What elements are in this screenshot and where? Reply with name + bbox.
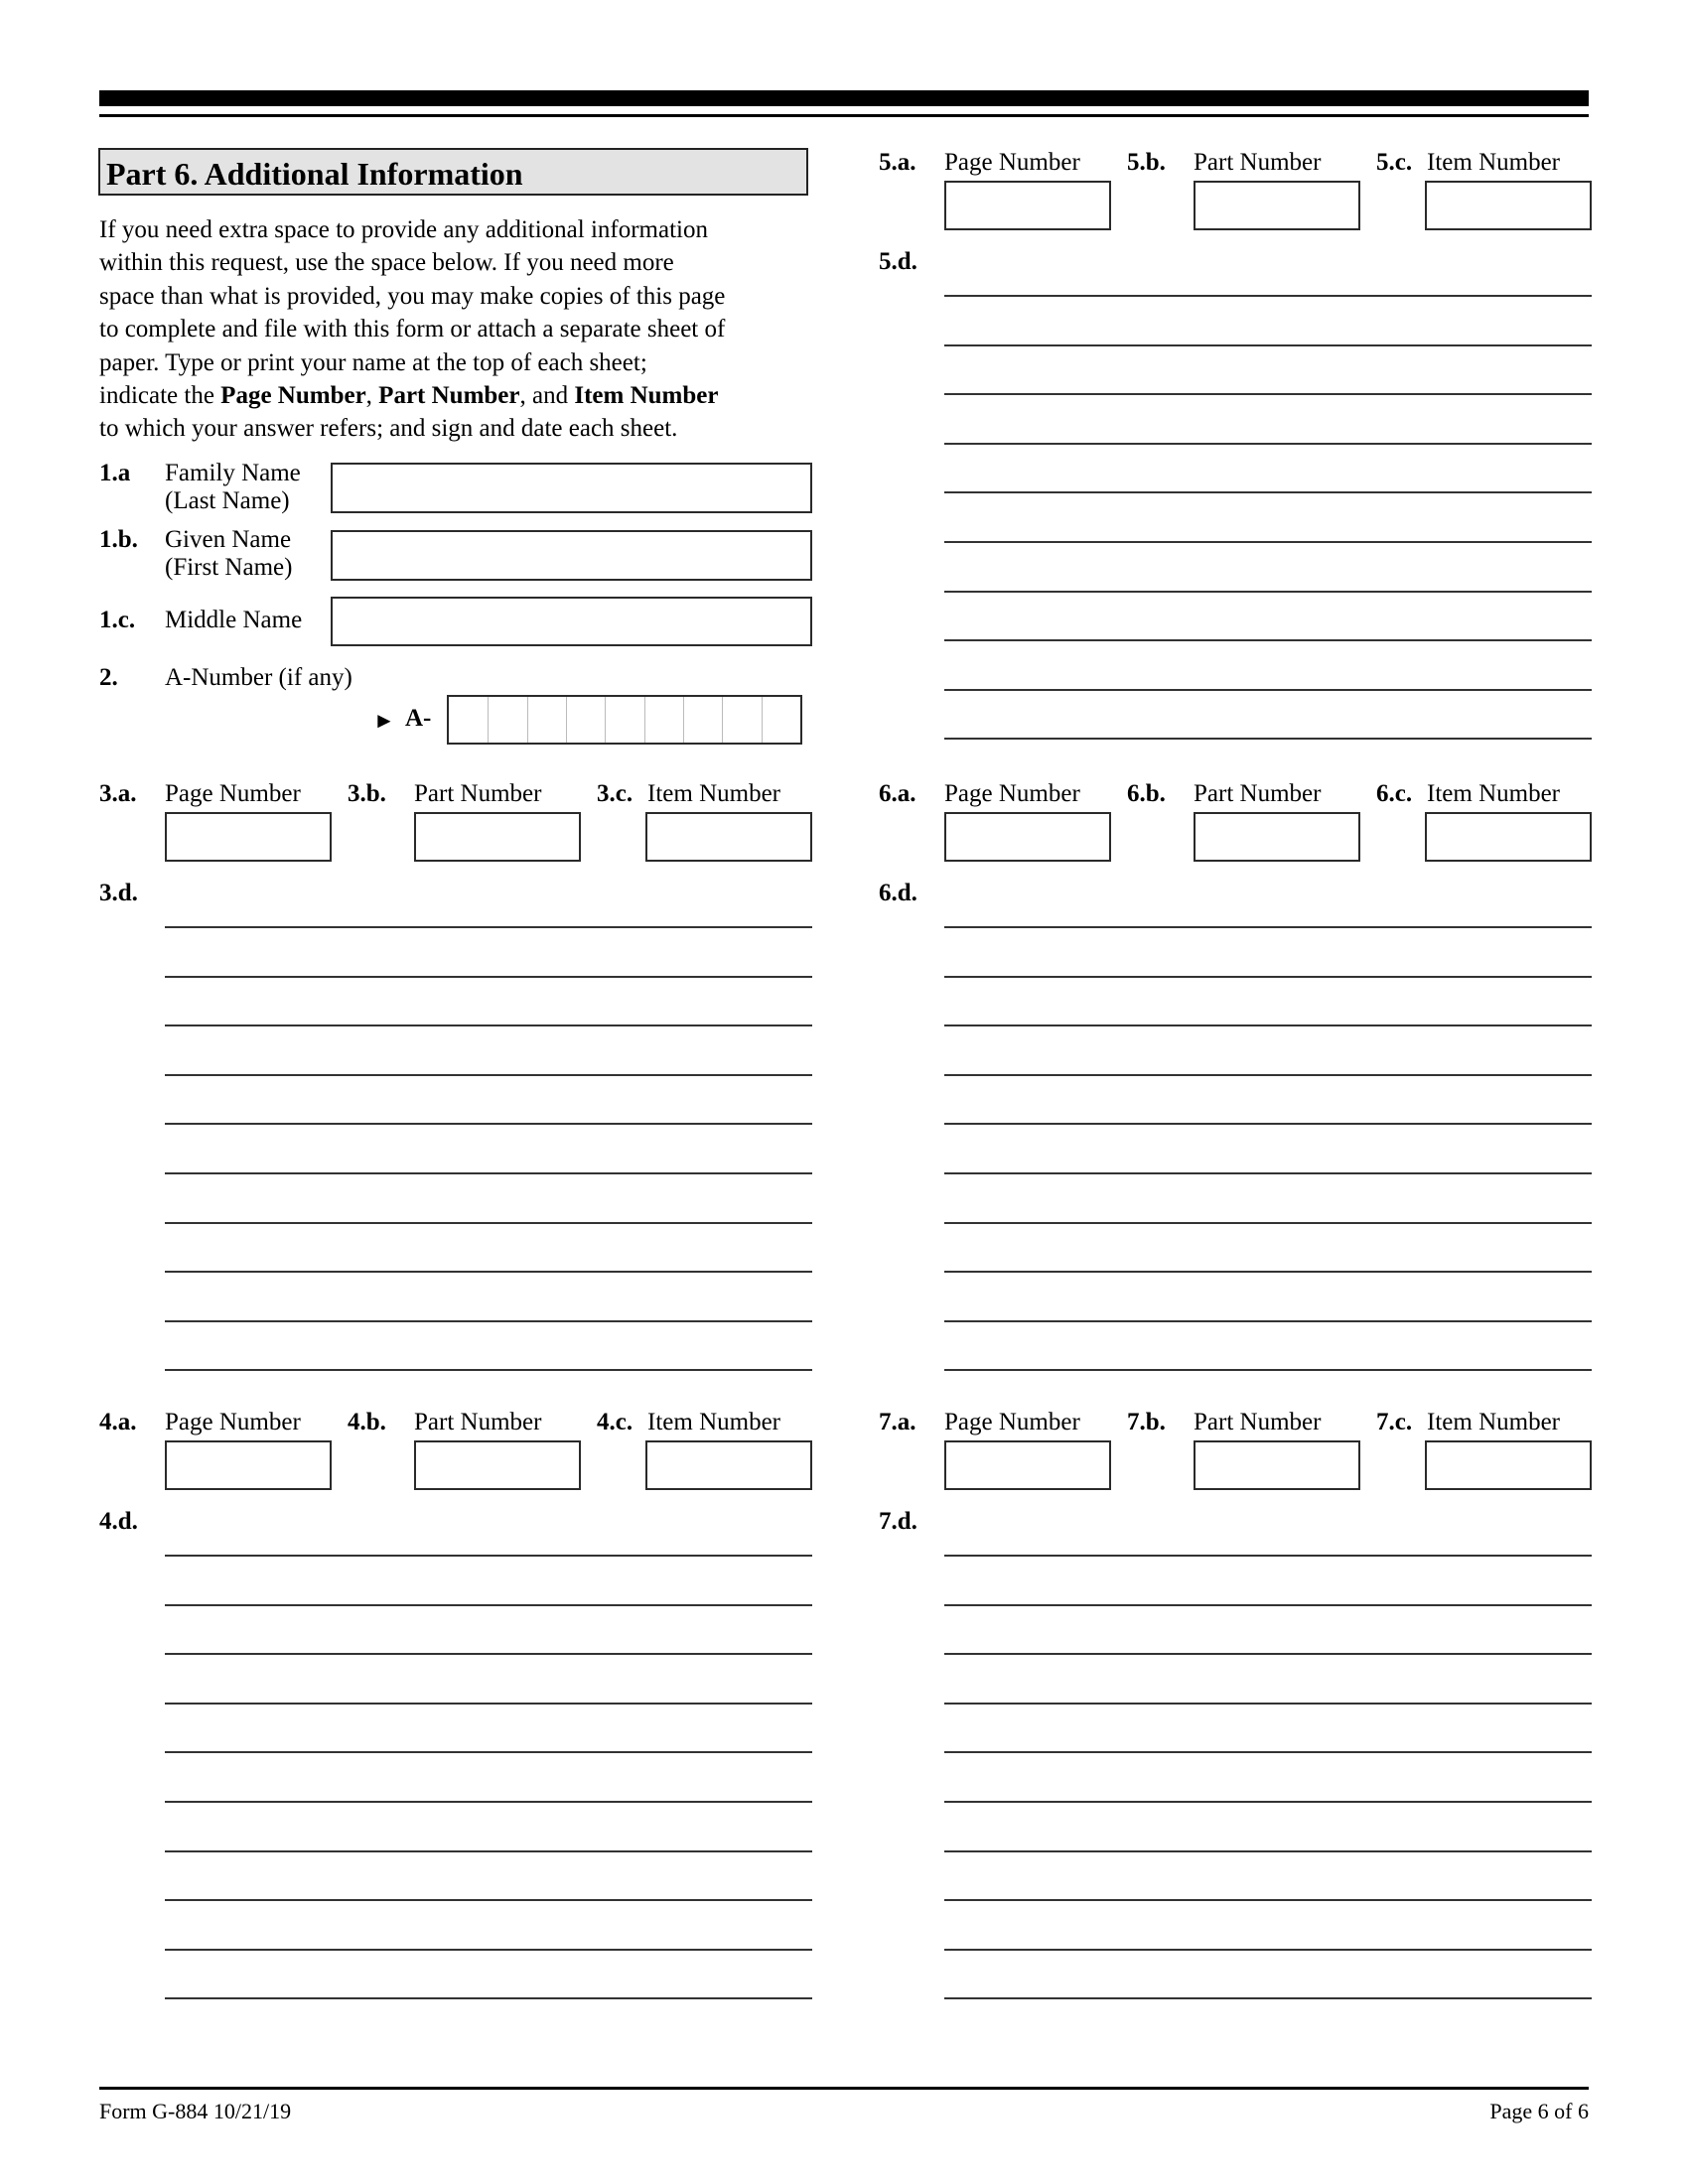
item-number-label: Item Number	[1427, 1409, 1560, 1435]
answer-line-3[interactable]	[165, 1271, 812, 1273]
page-number-label: Page Number	[165, 1409, 301, 1435]
a-number-cell-divider	[722, 697, 723, 743]
answer-line-3[interactable]	[165, 976, 812, 978]
answer-line-5[interactable]	[944, 344, 1592, 346]
given-name-sublabel: (First Name)	[165, 554, 293, 581]
middle-name-input[interactable]	[331, 597, 812, 646]
item-number-input-3[interactable]	[645, 812, 812, 862]
item-number-label: Item Number	[1427, 149, 1560, 176]
text: indicate the	[99, 382, 221, 410]
item-number-6c: 6.c.	[1376, 780, 1413, 807]
part-title: Part 6. Additional Information	[106, 156, 523, 192]
answer-line-3[interactable]	[165, 1123, 812, 1125]
answer-line-5[interactable]	[944, 639, 1592, 641]
family-name-label: Family Name	[165, 460, 301, 486]
answer-line-4[interactable]	[165, 1703, 812, 1705]
answer-line-6[interactable]	[944, 1074, 1592, 1076]
page-number-input-3[interactable]	[165, 812, 332, 862]
page-number-label: Page Number	[944, 1409, 1080, 1435]
a-number-cell-divider	[566, 697, 567, 743]
instructions-line	[99, 379, 814, 412]
answer-line-7[interactable]	[944, 1703, 1592, 1705]
item-number-5c: 5.c.	[1376, 149, 1413, 176]
a-number-cell-divider	[683, 697, 684, 743]
item-number-6a: 6.a.	[879, 780, 916, 807]
part-header	[98, 148, 808, 196]
family-name-sublabel: (Last Name)	[165, 487, 290, 514]
page-number-label: Page Number	[944, 149, 1080, 176]
answer-line-7[interactable]	[944, 1949, 1592, 1951]
item-number-3b: 3.b.	[348, 780, 386, 807]
answer-line-3[interactable]	[165, 1320, 812, 1322]
item-number-4c: 4.c.	[597, 1409, 633, 1435]
answer-line-5[interactable]	[944, 591, 1592, 593]
item-number-4a: 4.a.	[99, 1409, 137, 1435]
answer-line-6[interactable]	[944, 1024, 1592, 1026]
a-number-prefix: A-	[405, 705, 432, 732]
item-number-5b: 5.b.	[1127, 149, 1166, 176]
answer-line-4[interactable]	[165, 1555, 812, 1557]
item-number-input-7[interactable]	[1425, 1440, 1592, 1490]
item-number-3d: 3.d.	[99, 880, 138, 906]
part-number-label: Part Number	[1194, 1409, 1322, 1435]
page-number-label: Page Number	[165, 780, 301, 807]
answer-line-3[interactable]	[165, 1024, 812, 1026]
a-number-label: A-Number (if any)	[165, 664, 352, 691]
bold-part-number: Part Number	[378, 382, 520, 410]
part-number-input-6[interactable]	[1194, 812, 1360, 862]
item-number-input-5[interactable]	[1425, 181, 1592, 230]
part-number-label: Part Number	[1194, 780, 1322, 807]
item-number-label: Item Number	[647, 780, 780, 807]
answer-line-5[interactable]	[944, 491, 1592, 493]
family-name-input[interactable]	[331, 463, 812, 513]
answer-line-4[interactable]	[165, 1801, 812, 1803]
answer-line-3[interactable]	[165, 1172, 812, 1174]
answer-line-4[interactable]	[165, 1850, 812, 1852]
answer-line-4[interactable]	[165, 1899, 812, 1901]
item-number-7d: 7.d.	[879, 1508, 917, 1535]
top-thin-rule	[99, 114, 1589, 117]
answer-line-4[interactable]	[165, 1949, 812, 1951]
answer-line-4[interactable]	[165, 1653, 812, 1655]
answer-line-4[interactable]	[165, 1604, 812, 1606]
item-number-1a: 1.a	[99, 460, 131, 486]
answer-line-5[interactable]	[944, 689, 1592, 691]
page-number: Page 6 of 6	[1489, 2099, 1589, 2123]
answer-line-3[interactable]	[165, 926, 812, 928]
answer-line-7[interactable]	[944, 1751, 1592, 1753]
answer-line-7[interactable]	[944, 1899, 1592, 1901]
a-number-cell-divider	[527, 697, 528, 743]
a-number-cell-divider	[644, 697, 645, 743]
answer-line-6[interactable]	[944, 1222, 1592, 1224]
bold-item-number: Item Number	[574, 382, 719, 410]
item-number-1b: 1.b.	[99, 526, 138, 553]
item-number-4d: 4.d.	[99, 1508, 138, 1535]
a-number-input[interactable]	[447, 695, 802, 745]
answer-line-5[interactable]	[944, 443, 1592, 445]
part-number-input-4[interactable]	[414, 1440, 581, 1490]
page-number-input-4[interactable]	[165, 1440, 332, 1490]
instructions-line: within this request, use the space below. If you need more	[99, 249, 674, 277]
answer-line-6[interactable]	[944, 1123, 1592, 1125]
answer-line-6[interactable]	[944, 1271, 1592, 1273]
part-number-input-3[interactable]	[414, 812, 581, 862]
answer-line-7[interactable]	[944, 1555, 1592, 1557]
answer-line-6[interactable]	[944, 976, 1592, 978]
answer-line-5[interactable]	[944, 295, 1592, 297]
answer-line-3[interactable]	[165, 1074, 812, 1076]
bold-page-number: Page Number	[220, 382, 366, 410]
part-number-label: Part Number	[414, 780, 542, 807]
item-number-2: 2.	[99, 664, 118, 691]
footer-rule	[99, 2087, 1589, 2090]
text: , and	[519, 382, 575, 410]
item-number-7a: 7.a.	[879, 1409, 916, 1435]
arrow-right-icon: ►	[373, 708, 395, 733]
page-number-input-7[interactable]	[944, 1440, 1111, 1490]
item-number-4b: 4.b.	[348, 1409, 386, 1435]
item-number-input-4[interactable]	[645, 1440, 812, 1490]
instructions-line: paper. Type or print your name at the top of each sheet;	[99, 348, 647, 376]
instructions-paragraph	[99, 213, 814, 446]
given-name-input[interactable]	[331, 530, 812, 581]
item-number-label: Item Number	[1427, 780, 1560, 807]
answer-line-5[interactable]	[944, 393, 1592, 395]
top-thick-rule	[99, 90, 1589, 106]
part-number-input-5[interactable]	[1194, 181, 1360, 230]
answer-line-6[interactable]	[944, 926, 1592, 928]
item-number-6d: 6.d.	[879, 880, 917, 906]
answer-line-7[interactable]	[944, 1997, 1592, 1999]
item-number-3a: 3.a.	[99, 780, 137, 807]
answer-line-6[interactable]	[944, 1369, 1592, 1371]
item-number-6b: 6.b.	[1127, 780, 1166, 807]
item-number-label: Item Number	[647, 1409, 780, 1435]
answer-line-4[interactable]	[165, 1997, 812, 1999]
answer-line-7[interactable]	[944, 1801, 1592, 1803]
form-id: Form G-884 10/21/19	[99, 2099, 292, 2123]
answer-line-3[interactable]	[165, 1222, 812, 1224]
answer-line-6[interactable]	[944, 1320, 1592, 1322]
answer-line-7[interactable]	[944, 1850, 1592, 1852]
part-number-input-7[interactable]	[1194, 1440, 1360, 1490]
answer-line-7[interactable]	[944, 1653, 1592, 1655]
page-number-input-6[interactable]	[944, 812, 1111, 862]
a-number-cell-divider	[762, 697, 763, 743]
item-number-7b: 7.b.	[1127, 1409, 1166, 1435]
item-number-5d: 5.d.	[879, 248, 917, 275]
answer-line-3[interactable]	[165, 1369, 812, 1371]
given-name-label: Given Name	[165, 526, 292, 553]
item-number-input-6[interactable]	[1425, 812, 1592, 862]
part-number-label: Part Number	[414, 1409, 542, 1435]
answer-line-4[interactable]	[165, 1751, 812, 1753]
answer-line-5[interactable]	[944, 738, 1592, 740]
item-number-5a: 5.a.	[879, 149, 916, 176]
text: ,	[365, 382, 379, 410]
answer-line-6[interactable]	[944, 1172, 1592, 1174]
part-number-label: Part Number	[1194, 149, 1322, 176]
a-number-cell-divider	[488, 697, 489, 743]
page-number-input-5[interactable]	[944, 181, 1111, 230]
page-number-label: Page Number	[944, 780, 1080, 807]
instructions-line: space than what is provided, you may make copies of this page	[99, 282, 726, 310]
item-number-1c: 1.c.	[99, 607, 136, 633]
instructions-line: If you need extra space to provide any additional information	[99, 216, 708, 243]
item-number-3c: 3.c.	[597, 780, 633, 807]
answer-line-7[interactable]	[944, 1604, 1592, 1606]
instructions-line: to which your answer refers; and sign and date each sheet.	[99, 415, 678, 443]
instructions-line: to complete and file with this form or attach a separate sheet of	[99, 316, 726, 343]
answer-line-5[interactable]	[944, 541, 1592, 543]
middle-name-label: Middle Name	[165, 607, 303, 633]
a-number-cell-divider	[605, 697, 606, 743]
item-number-7c: 7.c.	[1376, 1409, 1413, 1435]
